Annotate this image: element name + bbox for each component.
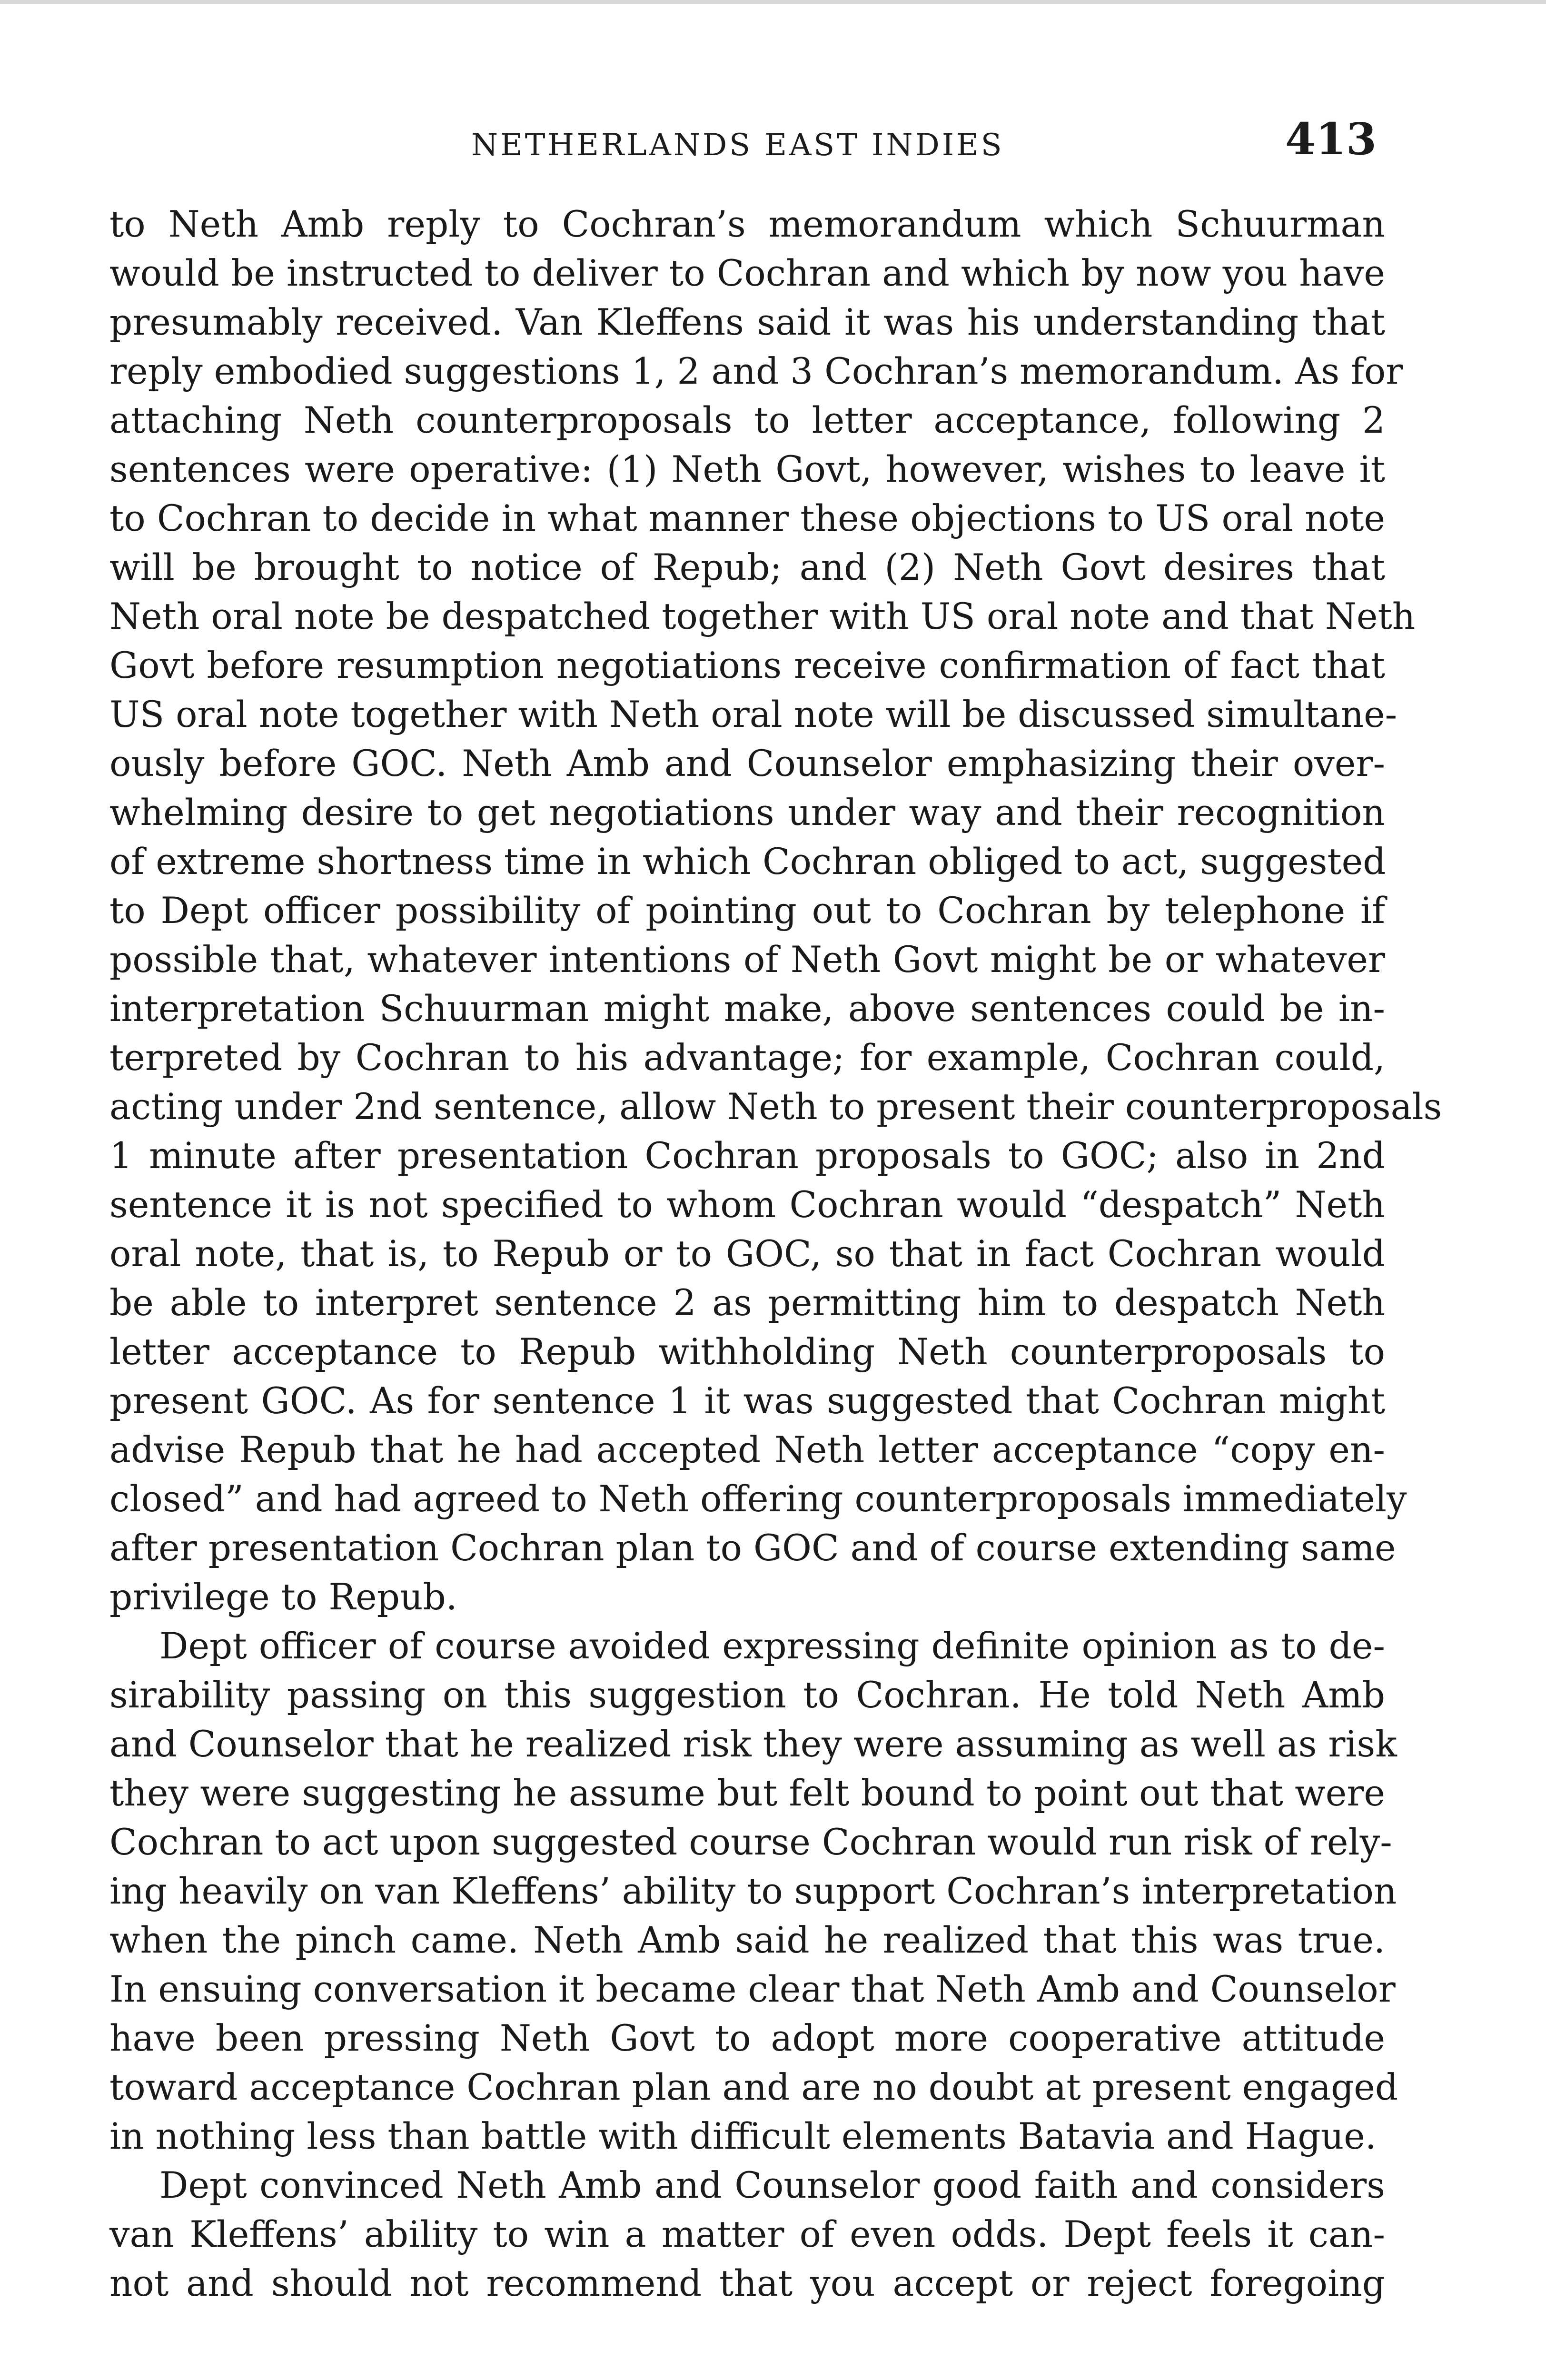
text-line: presumably received. Van Kleffens said it was his understanding that	[109, 301, 1385, 343]
text-line: letter acceptance to Repub withholding Neth counterproposals to	[109, 1331, 1385, 1373]
text-line: ing heavily on van Kleffens’ ability to support Cochran’s interpretation	[109, 1870, 1397, 1912]
text-line: 1 minute after presentation Cochran proposals to GOC; also in 2nd	[109, 1135, 1385, 1177]
text-line: have been pressing Neth Govt to adopt more cooperative attitude	[109, 2017, 1385, 2059]
text-line: In ensuing conversation it became clear that Neth Amb and Counselor	[109, 1968, 1396, 2010]
paragraph-1	[109, 200, 1442, 1622]
text-line: in nothing less than battle with difficult elements Batavia and Hague.	[109, 2115, 1377, 2157]
text-line: Dept convinced Neth Amb and Counselor good faith and considers	[159, 2164, 1385, 2206]
text-line: acting under 2nd sentence, allow Neth to present their counterproposals	[109, 1086, 1442, 1128]
text-line: US oral note together with Neth oral note will be discussed simultane-	[109, 694, 1397, 735]
text-line: be able to interpret sentence 2 as permitting him to despatch Neth	[109, 1282, 1385, 1324]
text-line: oral note, that is, to Repub or to GOC, so that in fact Cochran would	[109, 1233, 1385, 1275]
text-line: privilege to Repub.	[109, 1576, 457, 1618]
text-line: possible that, whatever intentions of Neth Govt might be or whatever	[109, 939, 1385, 981]
text-line: will be brought to notice of Repub; and (2) Neth Govt desires that	[109, 546, 1385, 588]
text-line: Neth oral note be despatched together with US oral note and that Neth	[109, 595, 1416, 637]
text-line: when the pinch came. Neth Amb said he realized that this was true.	[109, 1919, 1385, 1961]
text-line: of extreme shortness time in which Cochran obliged to act, suggested	[109, 841, 1386, 883]
text-line: toward acceptance Cochran plan and are no doubt at present engaged	[109, 2066, 1398, 2108]
paragraph-2	[109, 1622, 1398, 2161]
text-line: sentences were operative: (1) Neth Govt, however, wishes to leave it	[109, 448, 1385, 490]
text-line: sentence it is not specified to whom Cochran would “despatch” Neth	[109, 1184, 1385, 1226]
text-line: to Neth Amb reply to Cochran’s memorandum which Schuurman	[109, 203, 1385, 245]
text-line: not and should not recommend that you accept or reject foregoing	[109, 2262, 1385, 2304]
body-text	[109, 200, 1442, 2308]
text-line: would be instructed to deliver to Cochran and which by now you have	[109, 252, 1385, 294]
text-line: advise Repub that he had accepted Neth letter acceptance “copy en-	[109, 1429, 1385, 1471]
text-line: to Dept officer possibility of pointing out to Cochran by telephone if	[109, 890, 1385, 932]
paragraph-3	[109, 2161, 1385, 2308]
text-line: ously before GOC. Neth Amb and Counselor emphasizing their over-	[109, 743, 1385, 784]
text-line: after presentation Cochran plan to GOC and of course extending same	[109, 1527, 1396, 1569]
text-line: reply embodied suggestions 1, 2 and 3 Cochran’s memorandum. As for	[109, 350, 1403, 392]
text-line: they were suggesting he assume but felt bound to point out that were	[109, 1772, 1385, 1814]
text-line: to Cochran to decide in what manner these objections to US oral note	[109, 497, 1385, 539]
text-line: present GOC. As for sentence 1 it was suggested that Cochran might	[109, 1380, 1385, 1422]
text-line: and Counselor that he realized risk they were assuming as well as risk	[109, 1723, 1397, 1765]
text-line: Govt before resumption negotiations receive confirmation of fact that	[109, 645, 1385, 686]
text-line: Dept officer of course avoided expressing definite opinion as to de-	[159, 1625, 1385, 1667]
text-line: sirability passing on this suggestion to Cochran. He told Neth Amb	[109, 1674, 1385, 1716]
text-line: Cochran to act upon suggested course Cochran would run risk of rely-	[109, 1821, 1392, 1863]
text-line: van Kleffens’ ability to win a matter of even odds. Dept feels it can-	[109, 2213, 1385, 2255]
text-line: terpreted by Cochran to his advantage; for example, Cochran could,	[109, 1037, 1385, 1079]
text-line: closed” and had agreed to Neth offering counterproposals immediately	[109, 1478, 1407, 1520]
text-line: interpretation Schuurman might make, above sentences could be in-	[109, 988, 1385, 1030]
text-line: attaching Neth counterproposals to letter acceptance, following 2	[109, 399, 1385, 441]
running-head: NETHERLANDS EAST INDIES	[471, 128, 1004, 163]
page-header	[0, 0, 1546, 190]
text-line: whelming desire to get negotiations under way and their recognition	[109, 792, 1385, 833]
page-number: 413	[1285, 113, 1377, 165]
